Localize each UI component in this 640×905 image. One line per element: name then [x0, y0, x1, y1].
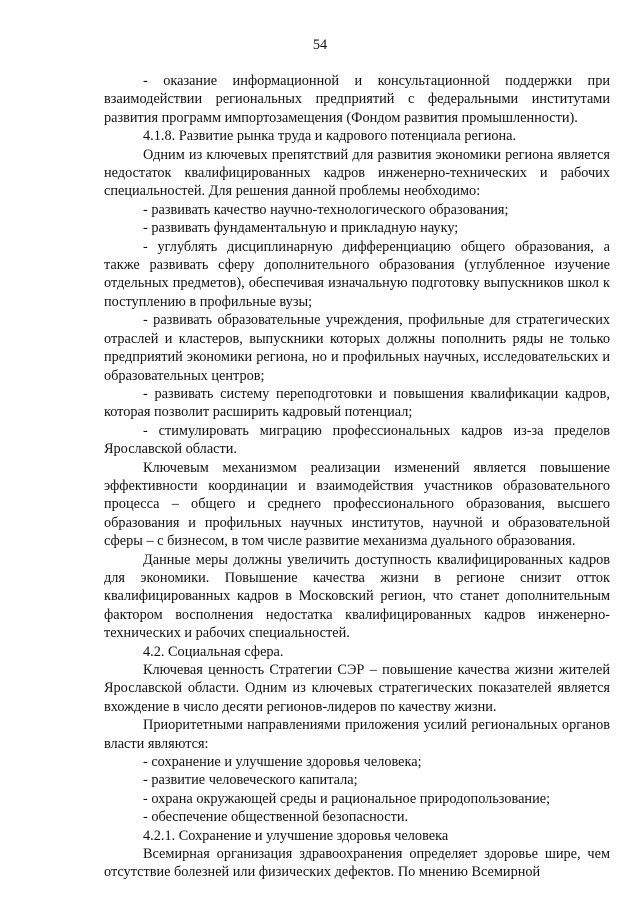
list-item: - углублять дисциплинарную дифференциацию общего образования, а также развивать сферу дополнительного образования (углубленное изучение отдельных предметов), обеспечивая изначальную подготовку выпускников школ к поступлению в профильные вузы; [104, 238, 610, 310]
list-item: - обеспечение общественной безопасности. [143, 809, 409, 826]
paragraph: Всемирная организация здравоохранения определяет здоровье шире, чем отсутствие болезней или физических дефектов. По мнению Всемирной [104, 846, 610, 881]
paragraph: Ключевая ценность Стратегии СЭР – повышение качества жизни жителей Ярославской области. Одним из ключевых стратегических показателей является вхождение в число десяти регионов-лидеров по качеству жизни. [104, 662, 610, 715]
list-item: - развитие человеческого капитала; [143, 772, 358, 789]
paragraph: Данные меры должны увеличить доступность квалифицированных кадров для экономики. Повышение качества жизни в регионе снизит отток квалифицированных кадров в Московский регион, что станет дополнительным фактором восполнения недостатка квалифицированных кадров инженерно-технических и рабочих специальностей. [104, 551, 610, 642]
document-body [104, 72, 610, 882]
paragraph: Приоритетными направлениями приложения усилий региональных органов власти являются: [104, 717, 610, 752]
section-heading: 4.1.8. Развитие рынка труда и кадрового потенциала региона. [143, 128, 517, 145]
page-number: 54 [312, 37, 328, 53]
paragraph: - оказание информационной и консультационной поддержки при взаимодействии региональных предприятий с федеральными институтами развития программ импортозамещения (Фондом развития промышленности). [104, 73, 610, 126]
paragraph: Ключевым механизмом реализации изменений является повышение эффективности координации и взаимодействия участников образовательного процесса – общего и среднего профессионального образования, высшего образования и профильных научных институтов, научной и образовательной сферы – с бизнесом, в том числе развитие механизма дуального образования. [104, 459, 610, 550]
list-item: - развивать систему переподготовки и повышения квалификации кадров, которая позволит расширить кадровый потенциал; [104, 385, 610, 421]
list-item: - развивать качество научно-технологического образования; [143, 201, 509, 218]
list-item: - стимулировать миграцию профессиональных кадров из-за пределов Ярославской области. [104, 422, 610, 458]
list-item: - развивать фундаментальную и прикладную науку; [143, 220, 459, 237]
section-heading: 4.2. Социальная сфера. [143, 643, 284, 660]
section-heading: 4.2.1. Сохранение и улучшение здоровья человека [143, 827, 449, 844]
list-item: - развивать образовательные учреждения, профильные для стратегических отраслей и кластеров, выпускники которых должны пополнить ряды не только предприятий экономики региона, но и профильных научных, исследовательских и образовательных центров; [104, 312, 610, 384]
list-item: - охрана окружающей среды и рациональное природопользование; [143, 790, 551, 807]
list-item: - сохранение и улучшение здоровья человека; [143, 754, 422, 771]
paragraph: Одним из ключевых препятствий для развития экономики региона является недостаток квалифицированных кадров инженерно-технических и рабочих специальностей. Для решения данной проблемы необходимо: [104, 146, 610, 200]
